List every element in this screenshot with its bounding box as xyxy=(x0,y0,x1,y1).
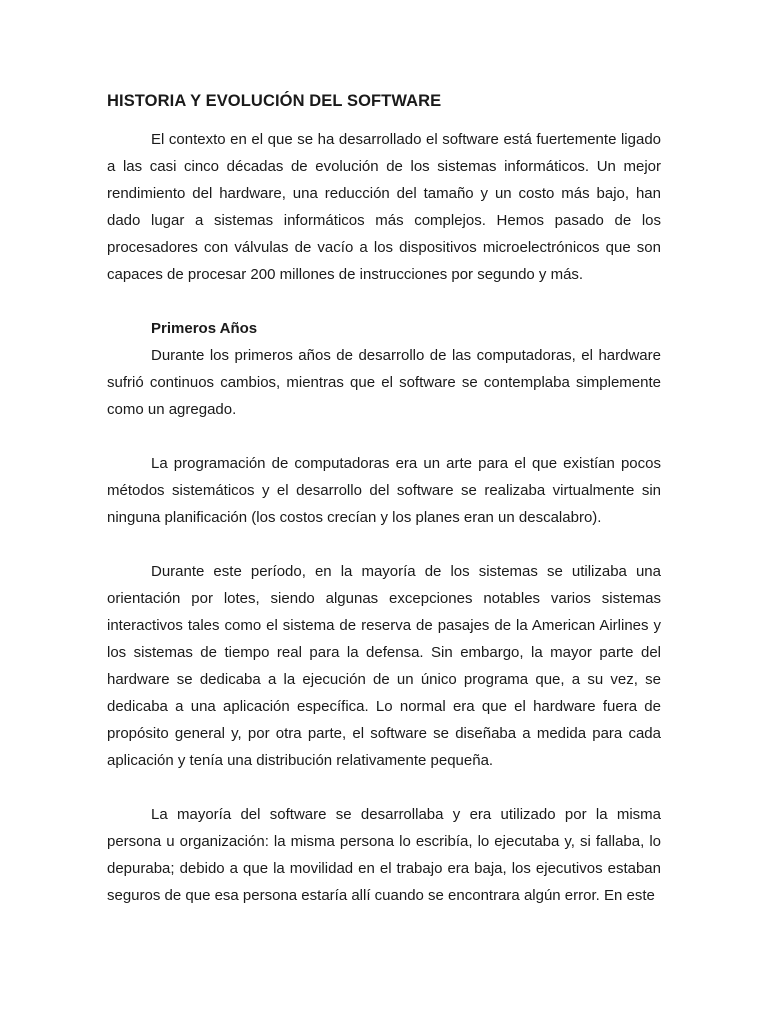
body-paragraph: Durante este período, en la mayoría de los sistemas se utilizaba una orientación por lotes, siendo algunas excepciones notables varios sistemas interactivos tales como el sistema de reserva de pasajes de la American Airlines y los sistemas de tiempo real para la defensa. Sin embargo, la mayor parte del hardware se dedicaba a la ejecución de un único programa que, a su vez, se dedicaba a una aplicación específica. Lo normal era que el hardware fuera de propósito general y, por otra parte, el software se diseñaba a medida para cada aplicación y tenía una distribución relativamente pequeña. xyxy=(107,563,661,769)
body-paragraph: La mayoría del software se desarrollaba y era utilizado por la misma persona u organización: la misma persona lo escribía, lo ejecutaba y, si fallaba, lo depuraba; debido a que la movilidad en el trabajo era baja, los ejecutivos estaban seguros de que esa persona estaría allí cuando se encontrara algún error. En este xyxy=(107,806,661,904)
body-paragraph: Durante los primeros años de desarrollo de las computadoras, el hardware sufrió continuos cambios, mientras que el software se contemplaba simplemente como un agregado. xyxy=(107,347,661,418)
intro-paragraph: El contexto en el que se ha desarrollado el software está fuertemente ligado a las casi cinco décadas de evolución de los sistemas informáticos. Un mejor rendimiento del hardware, una reducción del tamaño y un costo más bajo, han dado lugar a sistemas informáticos más complejos. Hemos pasado de los procesadores con válvulas de vacío a los dispositivos microelectrónicos que son capaces de procesar 200 millones de instrucciones por segundo y más. xyxy=(107,131,661,283)
document-title: HISTORIA Y EVOLUCIÓN DEL SOFTWARE xyxy=(107,92,442,110)
document-page xyxy=(107,88,661,909)
body-paragraph: La programación de computadoras era un arte para el que existían pocos métodos sistemáticos y el desarrollo del software se realizaba virtualmente sin ninguna planificación (los costos crecían y los planes eran un descalabro). xyxy=(107,455,661,526)
section-heading: Primeros Años xyxy=(151,320,258,337)
